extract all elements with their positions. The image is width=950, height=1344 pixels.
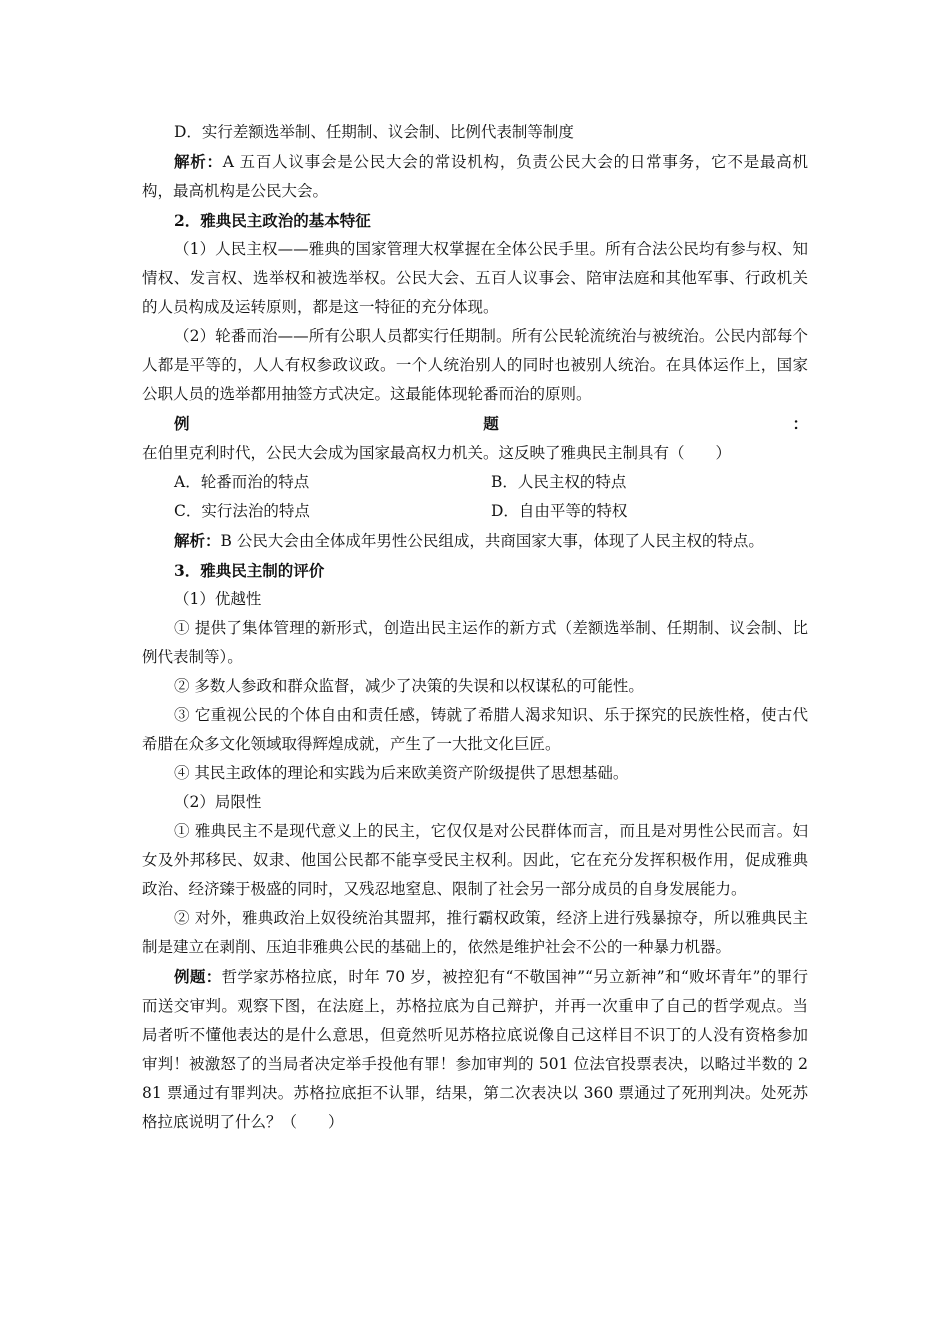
analysis-label: 解析： <box>174 152 223 171</box>
q2-options-row-1 <box>142 468 808 497</box>
analysis-text: A 五百人议事会是公民大会的常设机构，负责公民大会的日常事务，它不是最高机构，最高机构是公民大会。 <box>142 153 808 200</box>
q2-option-a: A．轮番而治的特点 <box>174 473 310 491</box>
advantage-item-2: ② 多数人参政和群众监督，减少了决策的失误和以权谋私的可能性。 <box>174 677 644 695</box>
q2-option-b: B．人民主权的特点 <box>491 473 627 491</box>
section3-sub-advantages: （1）优越性 <box>174 590 262 608</box>
q1-analysis <box>142 147 808 206</box>
q3-question <box>142 962 808 1137</box>
section2-paragraph-2: （2）轮番而治——所有公职人员都实行任期制。所有公民轮流统治与被统治。公民内部每个人都是平等的，人人有权参政议政。一个人统治别人的同时也被别人统治。在具体运作上，国家公职人员的选举都用抽签方式决定。这最能体现轮番而治的原则。 <box>142 327 808 403</box>
q2-option-c: C．实行法治的特点 <box>174 502 310 520</box>
q2-question <box>142 409 808 468</box>
section3-sub-limitations: （2）局限性 <box>174 793 262 811</box>
q1-option-d: D．实行差额选举制、任期制、议会制、比例代表制等制度 <box>174 123 574 141</box>
q2-option-d: D．自由平等的特权 <box>491 502 628 520</box>
advantage-item-3: ③ 它重视公民的个体自由和责任感，铸就了希腊人渴求知识、乐于探究的民族性格，使古代希腊在众多文化领域取得辉煌成就，产生了一大批文化巨匠。 <box>142 706 808 753</box>
section2-heading: 2．雅典民主政治的基本特征 <box>174 211 371 230</box>
limitation-item-2: ② 对外，雅典政治上奴役统治其盟邦，推行霸权政策，经济上进行残暴掠夺，所以雅典民主制是建立在剥削、压迫非雅典公民的基础上的，依然是维护社会不公的一种暴力机器。 <box>142 909 808 956</box>
advantage-item-4: ④ 其民主政体的理论和实践为后来欧美资产阶级提供了思想基础。 <box>174 764 629 782</box>
limitation-item-1: ① 雅典民主不是现代意义上的民主，它仅仅是对公民群体而言，而且是对男性公民而言。妇女及外邦移民、奴隶、他国公民都不能享受民主权利。因此，它在充分发挥积极作用，促成雅典政治、经济臻于极盛的同时，又残忍地窒息、限制了社会另一部分成员的自身发展能力。 <box>142 822 808 898</box>
example-label: 例题： <box>174 414 808 433</box>
q2-analysis <box>142 526 808 556</box>
section3-heading: 3．雅典民主制的评价 <box>174 561 325 580</box>
analysis-label: 解析： <box>174 531 221 550</box>
q2-options-row-2 <box>142 497 808 526</box>
analysis-text: B 公民大会由全体成年男性公民组成，共商国家大事，体现了人民主权的特点。 <box>220 532 764 550</box>
example-label: 例题： <box>174 967 222 986</box>
question-text: 在伯里克利时代，公民大会成为国家最高权力机关。这反映了雅典民主制具有（ ） <box>142 444 732 462</box>
document-page <box>142 118 808 1137</box>
advantage-item-1: ① 提供了集体管理的新形式，创造出民主运作的新方式（差额选举制、任期制、议会制、比例代表制等）。 <box>142 619 808 666</box>
section2-paragraph-1: （1）人民主权——雅典的国家管理大权掌握在全体公民手里。所有合法公民均有参与权、知情权、发言权、选举权和被选举权。公民大会、五百人议事会、陪审法庭和其他军事、行政机关的人员构成及运转原则，都是这一特征的充分体现。 <box>142 240 808 316</box>
question-text: 哲学家苏格拉底，时年 70 岁，被控犯有“不敬国神”“另立新神”和“败坏青年”的罪行而送交审判。观察下图，在法庭上，苏格拉底为自己辩护，并再一次重申了自己的哲学观点。当局者听不懂他表达的是什么意思，但竟然听见苏格拉底说像自己这样目不识丁的人没有资格参加审判！被激怒了的当局者决定举手投他有罪！参加审判的 501 位法官投票表决，以略过半数的 281 票通过有罪判决。苏格拉底拒不认罪，结果，第二次表决以 360 票通过了死刑判决。处死苏格拉底说明了什么？（ ） <box>142 968 808 1131</box>
